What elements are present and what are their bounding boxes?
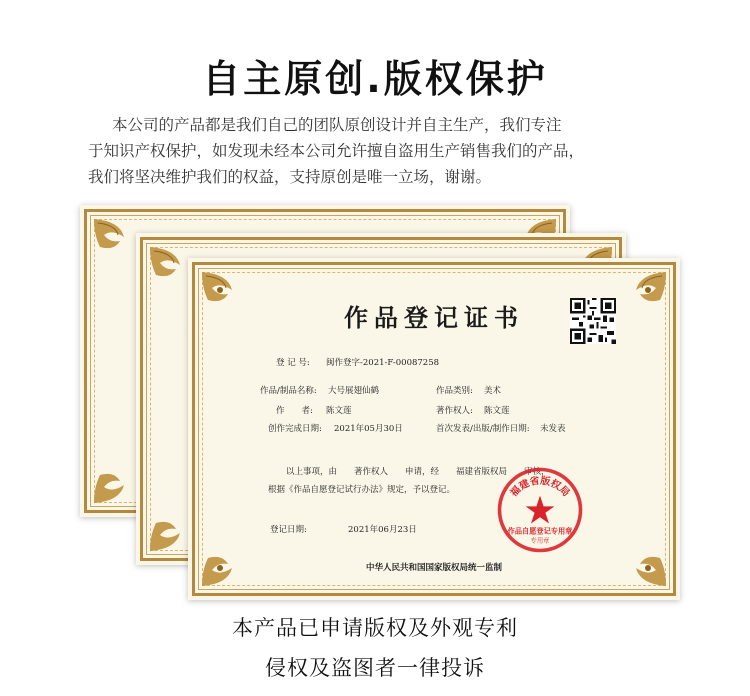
reg-no-label: 登 记 号: bbox=[276, 358, 310, 368]
intro-paragraph bbox=[88, 112, 648, 190]
certificate-title: 作品登记证书 bbox=[344, 303, 524, 332]
seal-bottom-text: 作品自愿登记专用章 bbox=[507, 526, 573, 536]
seal-star-icon bbox=[526, 496, 555, 524]
work-name-label: 作品/制品名称: bbox=[260, 386, 317, 396]
official-seal bbox=[495, 465, 585, 555]
seal-small-text: 专用章 bbox=[530, 537, 550, 545]
page-heading: 自主原创.版权保护 bbox=[202, 57, 548, 101]
body-line-2: 根据《作品自愿登记试行办法》规定，予以登记。 bbox=[268, 485, 456, 495]
intro-line-2: 于知识产权保护，如发现未经本公司允许擅自盗用生产销售我们的产品， bbox=[88, 142, 585, 160]
published-label: 首次发表/出版/制作日期: bbox=[436, 424, 530, 434]
reg-no-value: 闽作登字-2021-F-00087258 bbox=[326, 358, 440, 368]
intro-line-1: 本公司的产品都是我们自己的团队原创设计并自主生产，我们专注 bbox=[112, 116, 562, 134]
work-name-value: 大号展翅仙鹤 bbox=[328, 386, 380, 396]
reg-date-label: 登记日期: bbox=[270, 525, 307, 535]
footer-line-1: 本产品已申请版权及外观专利 bbox=[232, 616, 518, 640]
owner-value: 陈文莲 bbox=[484, 406, 510, 416]
supervisor-note: 中华人民共和国国家版权局统一监制 bbox=[365, 563, 502, 573]
certificate-front bbox=[188, 258, 680, 600]
qr-code-icon bbox=[570, 298, 616, 344]
reg-date-value: 2021年06月23日 bbox=[348, 525, 417, 535]
completed-value: 2021年05月30日 bbox=[334, 424, 403, 434]
owner-label: 著作权人: bbox=[436, 406, 473, 416]
corner-ornament-icon bbox=[610, 530, 670, 590]
published-value: 未发表 bbox=[540, 424, 566, 434]
intro-line-3: 我们将坚决维护我们的权益，支持原创是唯一立场，谢谢。 bbox=[88, 168, 492, 186]
completed-label: 创作完成日期: bbox=[268, 424, 322, 434]
author-label: 作 者: bbox=[276, 406, 313, 416]
footer-line-2: 侵权及盗图者一律投诉 bbox=[265, 656, 485, 680]
seal-top-text: 福建省版权局 bbox=[508, 475, 572, 500]
body-line-1: 以上事项，由 著作权人 申请，经 福建省版权局 审核， bbox=[286, 467, 550, 477]
work-type-value: 美术 bbox=[484, 386, 502, 396]
work-type-label: 作品类别: bbox=[436, 386, 473, 396]
author-value: 陈文莲 bbox=[326, 406, 352, 416]
corner-ornament-icon bbox=[198, 530, 258, 590]
